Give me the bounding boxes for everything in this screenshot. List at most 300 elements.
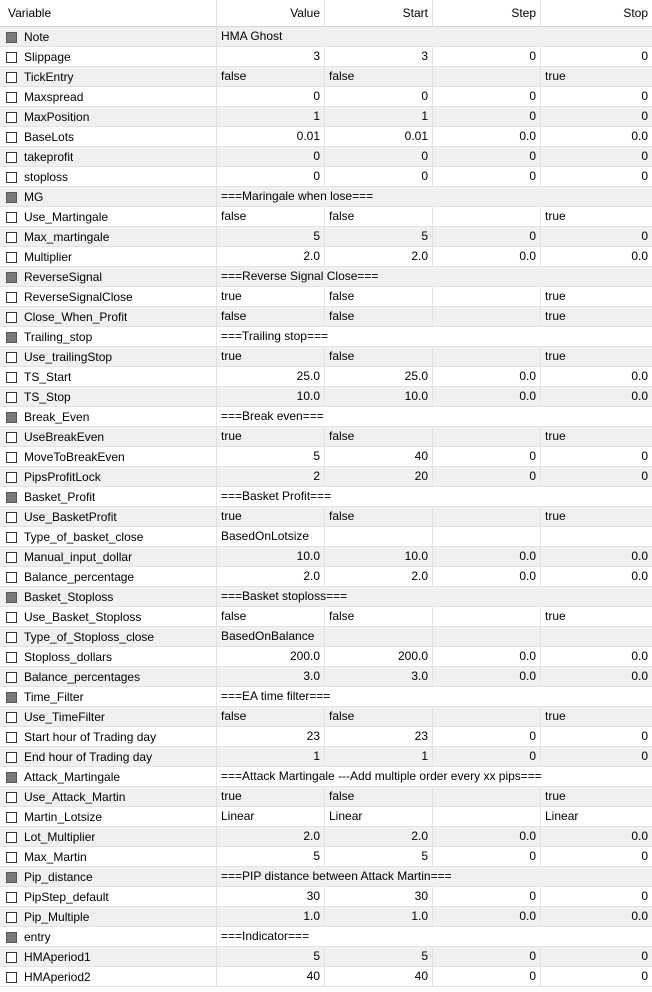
step-cell[interactable]: [433, 787, 541, 807]
variable-cell: [0, 967, 217, 987]
table-row[interactable]: [0, 467, 652, 487]
start-cell[interactable]: 10.0: [325, 387, 433, 407]
stop-cell[interactable]: true: [545, 429, 566, 443]
variable-cell: [0, 67, 217, 87]
optimize-checkbox[interactable]: [6, 172, 17, 183]
start-cell[interactable]: 2.0: [325, 247, 433, 267]
step-cell[interactable]: 0: [433, 467, 541, 487]
start-cell[interactable]: 3.0: [325, 667, 433, 687]
variable-name: Pip_distance: [24, 869, 93, 884]
step-cell[interactable]: 0.0: [433, 567, 541, 587]
step-cell[interactable]: [433, 607, 541, 627]
variable-name: Use_Basket_Stoploss: [24, 609, 142, 624]
column-header-value[interactable]: Value: [217, 0, 325, 26]
stop-cell[interactable]: 0: [641, 729, 648, 743]
table-row[interactable]: [0, 187, 652, 207]
variable-cell: [0, 927, 217, 947]
value-cell[interactable]: true: [217, 427, 325, 447]
start-cell[interactable]: 25.0: [325, 367, 433, 387]
table-row[interactable]: [0, 27, 652, 47]
stop-cell[interactable]: 0: [641, 969, 648, 983]
stop-cell[interactable]: true: [545, 709, 566, 723]
section-checkbox[interactable]: [6, 772, 17, 783]
value-cell[interactable]: false: [217, 307, 325, 327]
table-row[interactable]: [0, 487, 652, 507]
start-cell[interactable]: 30: [325, 887, 433, 907]
section-checkbox[interactable]: [6, 492, 17, 503]
variable-name: HMAperiod2: [24, 969, 91, 984]
section-checkbox[interactable]: [6, 872, 17, 883]
table-row[interactable]: [0, 427, 652, 447]
optimize-checkbox[interactable]: [6, 912, 17, 923]
start-cell[interactable]: [325, 527, 433, 547]
table-row[interactable]: [0, 67, 652, 87]
step-cell[interactable]: 0.0: [433, 367, 541, 387]
optimize-checkbox[interactable]: [6, 212, 17, 223]
variable-name: Lot_Multiplier: [24, 829, 96, 844]
value-cell[interactable]: true: [217, 507, 325, 527]
table-row[interactable]: [0, 287, 652, 307]
step-cell[interactable]: 0: [433, 147, 541, 167]
variable-cell: [0, 207, 217, 227]
value-cell[interactable]: BasedOnBalance: [217, 627, 325, 647]
step-cell[interactable]: 0: [433, 847, 541, 867]
step-cell[interactable]: 0.0: [433, 667, 541, 687]
variable-name: End hour of Trading day: [24, 749, 153, 764]
stop-cell[interactable]: true: [545, 609, 566, 623]
start-cell[interactable]: false: [325, 347, 433, 367]
table-row[interactable]: [0, 87, 652, 107]
optimize-checkbox[interactable]: [6, 312, 17, 323]
optimize-checkbox[interactable]: [6, 672, 17, 683]
column-header-step[interactable]: Step: [433, 0, 541, 26]
value-cell[interactable]: 200.0: [217, 647, 325, 667]
value-cell[interactable]: false: [217, 67, 325, 87]
optimize-checkbox[interactable]: [6, 92, 17, 103]
variable-cell: [0, 307, 217, 327]
table-row[interactable]: [0, 307, 652, 327]
table-row[interactable]: [0, 747, 652, 767]
value-cell[interactable]: 3.0: [217, 667, 325, 687]
stop-cell[interactable]: 0: [641, 749, 648, 763]
section-title-cell[interactable]: ===Reverse Signal Close===: [221, 269, 379, 283]
stop-cell[interactable]: 0.0: [631, 389, 648, 403]
step-cell[interactable]: [433, 67, 541, 87]
variable-name: Start hour of Trading day: [24, 729, 157, 744]
value-cell[interactable]: 40: [217, 967, 325, 987]
optimize-checkbox[interactable]: [6, 952, 17, 963]
value-cell[interactable]: false: [217, 607, 325, 627]
value-cell[interactable]: 5: [217, 847, 325, 867]
optimize-checkbox[interactable]: [6, 832, 17, 843]
table-row[interactable]: [0, 727, 652, 747]
section-title-cell[interactable]: ===Basket Profit===: [221, 489, 332, 503]
variable-name: PipsProfitLock: [24, 469, 101, 484]
stop-cell[interactable]: 0: [641, 109, 648, 123]
section-checkbox[interactable]: [6, 192, 17, 203]
table-row[interactable]: [0, 347, 652, 367]
table-row[interactable]: [0, 267, 652, 287]
table-row[interactable]: [0, 947, 652, 967]
value-cell[interactable]: Linear: [217, 807, 325, 827]
section-checkbox[interactable]: [6, 412, 17, 423]
table-row[interactable]: [0, 527, 652, 547]
value-cell[interactable]: true: [217, 287, 325, 307]
variable-cell: [0, 867, 217, 887]
variable-name: HMAperiod1: [24, 949, 91, 964]
stop-cell[interactable]: true: [545, 209, 566, 223]
stop-cell[interactable]: 0.0: [631, 129, 648, 143]
start-cell[interactable]: 20: [325, 467, 433, 487]
start-cell[interactable]: false: [325, 607, 433, 627]
table-row[interactable]: [0, 47, 652, 67]
optimize-checkbox[interactable]: [6, 572, 17, 583]
start-cell[interactable]: false: [325, 427, 433, 447]
optimize-checkbox[interactable]: [6, 712, 17, 723]
section-checkbox[interactable]: [6, 272, 17, 283]
step-cell[interactable]: 0: [433, 887, 541, 907]
variable-cell: [0, 27, 217, 47]
start-cell[interactable]: [325, 627, 433, 647]
value-cell[interactable]: false: [217, 707, 325, 727]
variable-name: ReverseSignalClose: [24, 289, 133, 304]
start-cell[interactable]: 5: [325, 227, 433, 247]
stop-cell[interactable]: 0.0: [631, 369, 648, 383]
variable-cell: [0, 787, 217, 807]
stop-cell[interactable]: Linear: [545, 809, 579, 823]
step-cell[interactable]: 0: [433, 47, 541, 67]
table-row[interactable]: [0, 887, 652, 907]
start-cell[interactable]: 1.0: [325, 907, 433, 927]
optimize-checkbox[interactable]: [6, 112, 17, 123]
step-cell[interactable]: 0.0: [433, 907, 541, 927]
start-cell[interactable]: false: [325, 787, 433, 807]
value-cell[interactable]: 5: [217, 447, 325, 467]
step-cell[interactable]: 0: [433, 87, 541, 107]
stop-cell[interactable]: true: [545, 69, 566, 83]
start-cell[interactable]: 10.0: [325, 547, 433, 567]
variable-cell: [0, 147, 217, 167]
stop-cell[interactable]: 0.0: [631, 909, 648, 923]
start-cell[interactable]: false: [325, 307, 433, 327]
optimize-checkbox[interactable]: [6, 252, 17, 263]
stop-cell[interactable]: 0.0: [631, 249, 648, 263]
start-cell[interactable]: false: [325, 707, 433, 727]
step-cell[interactable]: 0.0: [433, 827, 541, 847]
stop-cell[interactable]: 0: [641, 229, 648, 243]
optimize-checkbox[interactable]: [6, 392, 17, 403]
step-cell[interactable]: 0: [433, 727, 541, 747]
optimize-checkbox[interactable]: [6, 432, 17, 443]
step-cell[interactable]: 0: [433, 967, 541, 987]
table-row[interactable]: [0, 407, 652, 427]
table-row[interactable]: [0, 367, 652, 387]
value-cell[interactable]: 1: [217, 107, 325, 127]
start-cell[interactable]: 0: [325, 147, 433, 167]
stop-cell[interactable]: 0: [641, 449, 648, 463]
stop-cell[interactable]: 0.0: [631, 649, 648, 663]
table-row[interactable]: [0, 587, 652, 607]
optimize-checkbox[interactable]: [6, 472, 17, 483]
value-cell[interactable]: 0: [217, 147, 325, 167]
optimize-checkbox[interactable]: [6, 52, 17, 63]
optimize-checkbox[interactable]: [6, 632, 17, 643]
section-checkbox[interactable]: [6, 932, 17, 943]
table-row[interactable]: [0, 247, 652, 267]
variable-name: MG: [24, 189, 44, 204]
column-header-start[interactable]: Start: [325, 0, 433, 26]
optimize-checkbox[interactable]: [6, 732, 17, 743]
table-row[interactable]: [0, 627, 652, 647]
optimize-checkbox[interactable]: [6, 972, 17, 983]
section-title-cell[interactable]: ===EA time filter===: [221, 689, 331, 703]
start-cell[interactable]: 5: [325, 947, 433, 967]
table-row[interactable]: [0, 167, 652, 187]
value-cell[interactable]: 2.0: [217, 247, 325, 267]
stop-cell[interactable]: 0: [641, 149, 648, 163]
optimize-checkbox[interactable]: [6, 792, 17, 803]
optimize-checkbox[interactable]: [6, 892, 17, 903]
stop-cell[interactable]: 0.0: [631, 829, 648, 843]
step-cell[interactable]: 0.0: [433, 247, 541, 267]
step-cell[interactable]: [433, 507, 541, 527]
variable-name: MoveToBreakEven: [24, 449, 125, 464]
value-cell[interactable]: false: [217, 207, 325, 227]
variable-cell: [0, 727, 217, 747]
stop-cell[interactable]: true: [545, 309, 566, 323]
variable-name: Trailing_stop: [24, 329, 93, 344]
value-cell[interactable]: 3: [217, 47, 325, 67]
start-cell[interactable]: 40: [325, 447, 433, 467]
variable-name: Slippage: [24, 49, 71, 64]
start-cell[interactable]: false: [325, 507, 433, 527]
section-checkbox[interactable]: [6, 32, 17, 43]
step-cell[interactable]: [433, 307, 541, 327]
value-cell[interactable]: 0: [217, 87, 325, 107]
step-cell[interactable]: [433, 207, 541, 227]
table-row[interactable]: [0, 607, 652, 627]
variable-name: ReverseSignal: [24, 269, 103, 284]
optimize-checkbox[interactable]: [6, 232, 17, 243]
variable-cell: [0, 647, 217, 667]
value-cell[interactable]: 2: [217, 467, 325, 487]
variable-name: Type_of_Stoploss_close: [24, 629, 155, 644]
stop-cell[interactable]: true: [545, 789, 566, 803]
value-cell[interactable]: 1.0: [217, 907, 325, 927]
variable-cell: [0, 47, 217, 67]
optimize-checkbox[interactable]: [6, 852, 17, 863]
section-title-cell[interactable]: ===Basket stoploss===: [221, 589, 348, 603]
value-cell[interactable]: 30: [217, 887, 325, 907]
step-cell[interactable]: 0: [433, 167, 541, 187]
stop-cell[interactable]: 0.0: [631, 569, 648, 583]
start-cell[interactable]: 40: [325, 967, 433, 987]
table-row[interactable]: [0, 827, 652, 847]
start-cell[interactable]: 200.0: [325, 647, 433, 667]
start-cell[interactable]: 23: [325, 727, 433, 747]
start-cell[interactable]: false: [325, 287, 433, 307]
variable-name: Use_BasketProfit: [24, 509, 117, 524]
table-row[interactable]: [0, 107, 652, 127]
optimize-checkbox[interactable]: [6, 372, 17, 383]
step-cell[interactable]: [433, 807, 541, 827]
value-cell[interactable]: 25.0: [217, 367, 325, 387]
table-row[interactable]: [0, 567, 652, 587]
step-cell[interactable]: [433, 427, 541, 447]
start-cell[interactable]: 2.0: [325, 567, 433, 587]
step-cell[interactable]: [433, 627, 541, 647]
table-row[interactable]: [0, 227, 652, 247]
stop-cell[interactable]: [541, 627, 652, 647]
table-row[interactable]: [0, 547, 652, 567]
value-cell[interactable]: 1: [217, 747, 325, 767]
value-cell[interactable]: BasedOnLotsize: [217, 527, 325, 547]
optimize-checkbox[interactable]: [6, 552, 17, 563]
start-cell[interactable]: false: [325, 207, 433, 227]
variable-name: Use_trailingStop: [24, 349, 113, 364]
step-cell[interactable]: 0.0: [433, 647, 541, 667]
start-cell[interactable]: Linear: [325, 807, 433, 827]
table-row[interactable]: [0, 507, 652, 527]
step-cell[interactable]: 0: [433, 447, 541, 467]
start-cell[interactable]: 1: [325, 747, 433, 767]
table-row[interactable]: [0, 667, 652, 687]
step-cell[interactable]: [433, 287, 541, 307]
step-cell[interactable]: 0.0: [433, 547, 541, 567]
table-row[interactable]: [0, 967, 652, 987]
stop-cell[interactable]: 0: [641, 949, 648, 963]
value-cell[interactable]: 10.0: [217, 387, 325, 407]
step-cell[interactable]: [433, 527, 541, 547]
section-title-cell[interactable]: ===Break even===: [221, 409, 324, 423]
variable-cell: [0, 907, 217, 927]
stop-cell[interactable]: 0: [641, 49, 648, 63]
start-cell[interactable]: 0.01: [325, 127, 433, 147]
step-cell[interactable]: [433, 347, 541, 367]
table-row[interactable]: [0, 807, 652, 827]
table-row[interactable]: [0, 327, 652, 347]
table-row[interactable]: [0, 447, 652, 467]
optimize-checkbox[interactable]: [6, 652, 17, 663]
start-cell[interactable]: 0: [325, 167, 433, 187]
table-row[interactable]: [0, 907, 652, 927]
variable-cell: [0, 707, 217, 727]
section-checkbox[interactable]: [6, 592, 17, 603]
section-title-cell[interactable]: HMA Ghost: [221, 29, 283, 43]
table-row[interactable]: [0, 687, 652, 707]
start-cell[interactable]: 5: [325, 847, 433, 867]
start-cell[interactable]: 3: [325, 47, 433, 67]
section-title-cell[interactable]: ===Indicator===: [221, 929, 310, 943]
stop-cell[interactable]: 0: [641, 889, 648, 903]
value-cell[interactable]: 23: [217, 727, 325, 747]
step-cell[interactable]: 0.0: [433, 127, 541, 147]
step-cell[interactable]: [433, 707, 541, 727]
optimize-checkbox[interactable]: [6, 752, 17, 763]
stop-cell[interactable]: true: [545, 349, 566, 363]
optimize-checkbox[interactable]: [6, 132, 17, 143]
table-row[interactable]: [0, 127, 652, 147]
start-cell[interactable]: 2.0: [325, 827, 433, 847]
optimize-checkbox[interactable]: [6, 612, 17, 623]
variable-name: Martin_Lotsize: [24, 809, 103, 824]
optimize-checkbox[interactable]: [6, 72, 17, 83]
start-cell[interactable]: 0: [325, 87, 433, 107]
table-row[interactable]: [0, 927, 652, 947]
section-title-cell[interactable]: ===Attack Martingale ---Add multiple order every xx pips===: [221, 769, 542, 783]
stop-cell[interactable]: 0: [641, 89, 648, 103]
stop-cell[interactable]: 0: [641, 169, 648, 183]
section-checkbox[interactable]: [6, 332, 17, 343]
optimize-checkbox[interactable]: [6, 292, 17, 303]
table-row[interactable]: [0, 707, 652, 727]
table-row[interactable]: [0, 847, 652, 867]
table-row[interactable]: [0, 387, 652, 407]
variable-name: Manual_input_dollar: [24, 549, 133, 564]
stop-cell[interactable]: [541, 527, 652, 547]
value-cell[interactable]: 5: [217, 947, 325, 967]
stop-cell[interactable]: 0.0: [631, 669, 648, 683]
section-checkbox[interactable]: [6, 692, 17, 703]
start-cell[interactable]: 1: [325, 107, 433, 127]
variable-cell: [0, 447, 217, 467]
section-title-cell[interactable]: ===PIP distance between Attack Martin===: [221, 869, 452, 883]
value-cell[interactable]: 10.0: [217, 547, 325, 567]
value-cell[interactable]: true: [217, 347, 325, 367]
step-cell[interactable]: 0: [433, 107, 541, 127]
start-cell[interactable]: false: [325, 67, 433, 87]
step-cell[interactable]: 0.0: [433, 387, 541, 407]
table-row[interactable]: [0, 647, 652, 667]
value-cell[interactable]: 5: [217, 227, 325, 247]
value-cell[interactable]: 2.0: [217, 567, 325, 587]
variable-name: Maxspread: [24, 89, 84, 104]
variable-name: MaxPosition: [24, 109, 90, 124]
stop-cell[interactable]: 0.0: [631, 549, 648, 563]
variable-cell: [0, 747, 217, 767]
value-cell[interactable]: true: [217, 787, 325, 807]
step-cell[interactable]: 0: [433, 747, 541, 767]
optimize-checkbox[interactable]: [6, 152, 17, 163]
optimize-checkbox[interactable]: [6, 352, 17, 363]
variable-cell: [0, 847, 217, 867]
variable-name: Multiplier: [24, 249, 73, 264]
optimize-checkbox[interactable]: [6, 512, 17, 523]
table-row[interactable]: [0, 867, 652, 887]
section-title-cell[interactable]: ===Trailing stop===: [221, 329, 328, 343]
optimize-checkbox[interactable]: [6, 812, 17, 823]
value-cell[interactable]: 0: [217, 167, 325, 187]
step-cell[interactable]: 0: [433, 227, 541, 247]
variable-name: Balance_percentages: [24, 669, 141, 684]
table-row[interactable]: [0, 767, 652, 787]
table-row[interactable]: [0, 787, 652, 807]
value-cell[interactable]: 2.0: [217, 827, 325, 847]
section-title-cell[interactable]: ===Maringale when lose===: [221, 189, 374, 203]
column-header-variable[interactable]: Variable: [0, 0, 217, 26]
step-cell[interactable]: 0: [433, 947, 541, 967]
stop-cell[interactable]: 0: [641, 849, 648, 863]
stop-cell[interactable]: 0: [641, 469, 648, 483]
stop-cell[interactable]: true: [545, 289, 566, 303]
table-row[interactable]: [0, 147, 652, 167]
optimize-checkbox[interactable]: [6, 532, 17, 543]
value-cell[interactable]: 0.01: [217, 127, 325, 147]
table-row[interactable]: [0, 207, 652, 227]
stop-cell[interactable]: true: [545, 509, 566, 523]
column-header-stop[interactable]: Stop: [623, 6, 648, 20]
optimize-checkbox[interactable]: [6, 452, 17, 463]
